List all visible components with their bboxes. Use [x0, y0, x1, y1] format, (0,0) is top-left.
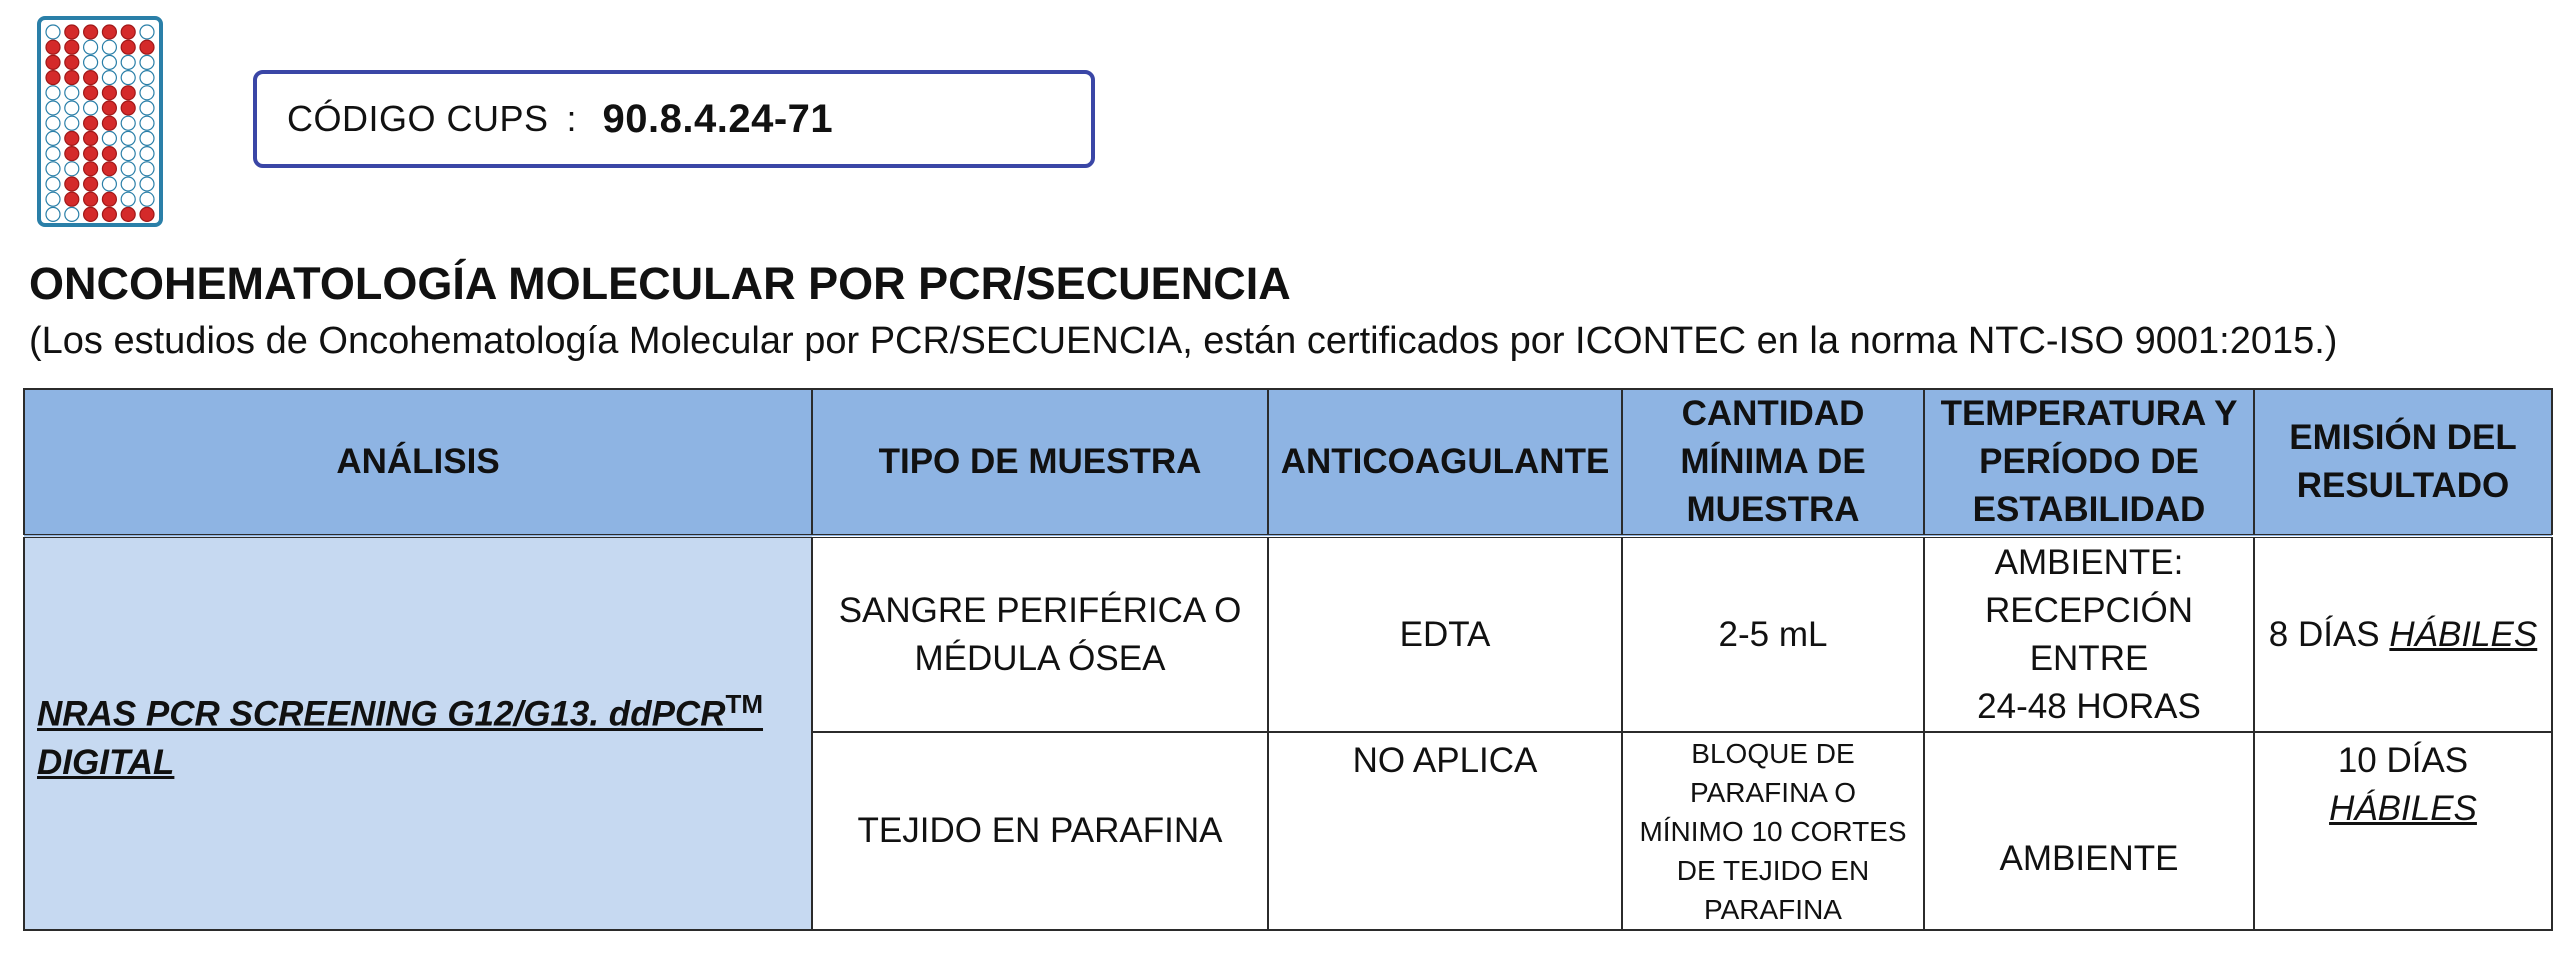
logo-dot: [84, 101, 98, 115]
logo-dot: [102, 131, 116, 145]
min-quantity-line1: BLOQUE DE: [1691, 737, 1855, 769]
sample-type-line2: MÉDULA ÓSEA: [914, 638, 1166, 678]
logo-dot: [121, 207, 135, 221]
logo-dot: [102, 55, 116, 69]
min-quantity-cell: 2-5 mL: [1622, 536, 1924, 732]
result-time-cell: [2254, 732, 2552, 930]
logo-dot: [102, 86, 116, 100]
logo-dot: [84, 55, 98, 69]
logo-dot: [46, 116, 60, 130]
logo-dot: [65, 55, 79, 69]
temperature-line1: AMBIENTE:: [1994, 542, 2184, 582]
min-quantity-cell: [1622, 732, 1924, 930]
header-cantidad-line1: CANTIDAD: [1681, 394, 1865, 433]
logo-dot: [121, 25, 135, 39]
logo-dot: [102, 192, 116, 206]
logo-dot: [140, 101, 154, 115]
logo-dot: [121, 55, 135, 69]
cups-code-box: [253, 70, 1095, 168]
logo-dot: [102, 177, 116, 191]
logo-dot: [121, 162, 135, 176]
min-quantity-line2: PARAFINA O: [1690, 776, 1856, 808]
logo-dot: [84, 86, 98, 100]
logo-dot: [65, 177, 79, 191]
logo-dot: [121, 116, 135, 130]
analysis-table: [23, 388, 2553, 931]
trademark-mark: TM: [725, 689, 764, 720]
logo-dot: [140, 162, 154, 176]
temperature-line3: 24-48 HORAS: [1977, 686, 2201, 726]
temperature-line2: RECEPCIÓN ENTRE: [1984, 590, 2194, 678]
temperature-cell: [1924, 536, 2254, 732]
logo-dot: [84, 162, 98, 176]
logo-dot: [84, 25, 98, 39]
header-temperatura: [1924, 389, 2254, 536]
logo-dot: [46, 71, 60, 85]
logo-dot: [121, 177, 135, 191]
sample-type-cell: [812, 536, 1268, 732]
logo-dot: [121, 86, 135, 100]
logo-dot: [102, 116, 116, 130]
logo-dot: [65, 71, 79, 85]
min-quantity-line5: PARAFINA: [1704, 893, 1842, 925]
logo-dot: [65, 131, 79, 145]
header-anticoagulante: ANTICOAGULANTE: [1268, 389, 1622, 536]
header-analisis: ANÁLISIS: [24, 389, 812, 536]
result-habiles: HÁBILES: [2389, 614, 2538, 654]
logo-dot: [65, 25, 79, 39]
lab-sample-tray-logo-icon: [36, 15, 164, 228]
logo-dot: [46, 101, 60, 115]
header-cantidad-line2: MÍNIMA DE: [1680, 442, 1866, 481]
logo-dot: [84, 40, 98, 54]
header-emision: [2254, 389, 2552, 536]
logo-dot: [102, 101, 116, 115]
logo-dot: [65, 162, 79, 176]
header-cantidad: [1622, 389, 1924, 536]
header-emision-line1: EMISIÓN DEL: [2289, 418, 2517, 457]
cups-label: CÓDIGO CUPS: [287, 98, 549, 139]
logo-dot: [140, 25, 154, 39]
logo-dot: [46, 147, 60, 161]
analysis-name-cell: [24, 536, 812, 930]
logo-dot: [65, 192, 79, 206]
logo-dot: [46, 162, 60, 176]
logo-dot: [65, 116, 79, 130]
logo-dot: [46, 55, 60, 69]
sample-type-line1: SANGRE PERIFÉRICA O: [838, 590, 1242, 630]
result-habiles: HÁBILES: [2329, 789, 2477, 828]
logo-dot: [46, 177, 60, 191]
logo-dot: [140, 192, 154, 206]
logo-dot: [65, 147, 79, 161]
table-header-row: [24, 389, 2552, 536]
result-days: 10 DÍAS: [2337, 741, 2469, 780]
logo-dot: [102, 162, 116, 176]
logo-dot: [84, 207, 98, 221]
header-temperatura-line3: ESTABILIDAD: [1972, 490, 2206, 529]
min-quantity-line4: DE TEJIDO EN: [1676, 854, 1870, 886]
logo-dot: [46, 86, 60, 100]
logo-dot: [121, 71, 135, 85]
logo-dot: [84, 192, 98, 206]
page-title: ONCOHEMATOLOGÍA MOLECULAR POR PCR/SECUENCIA: [29, 258, 1291, 309]
logo-dot: [140, 40, 154, 54]
logo-dot: [121, 101, 135, 115]
logo-dot: [65, 101, 79, 115]
logo-dot: [46, 192, 60, 206]
logo-dot: [140, 116, 154, 130]
logo-dot: [102, 71, 116, 85]
logo-dot: [102, 147, 116, 161]
logo-dot: [46, 131, 60, 145]
cups-code-value: 90.8.4.24-71: [602, 96, 834, 141]
logo-dot: [102, 207, 116, 221]
logo-dot: [102, 40, 116, 54]
analysis-name-line1: NRAS PCR SCREENING G12/G13. ddPCR: [37, 694, 726, 734]
header-tipo-muestra: TIPO DE MUESTRA: [812, 389, 1268, 536]
logo-dot: [46, 25, 60, 39]
logo-dot: [84, 177, 98, 191]
logo-dot: [84, 116, 98, 130]
logo-dot: [121, 40, 135, 54]
logo-dot: [46, 40, 60, 54]
logo-dot: [46, 207, 60, 221]
logo-dot: [121, 147, 135, 161]
min-quantity-line3: MÍNIMO 10 CORTES: [1639, 815, 1907, 847]
logo-dot: [102, 25, 116, 39]
logo-dot: [121, 131, 135, 145]
analysis-name-line2: DIGITAL: [37, 742, 175, 782]
logo-dot: [121, 192, 135, 206]
result-time-cell: [2254, 536, 2552, 732]
logo-dot: [140, 131, 154, 145]
header-temperatura-line2: PERÍODO DE: [1979, 442, 2199, 481]
anticoagulant-cell: EDTA: [1268, 536, 1622, 732]
cups-separator: :: [566, 98, 577, 139]
logo-dot: [140, 207, 154, 221]
header-emision-line2: RESULTADO: [2296, 466, 2510, 505]
temperature-cell: AMBIENTE: [1924, 732, 2254, 930]
anticoagulant-cell: NO APLICA: [1268, 732, 1622, 930]
logo-dot: [140, 86, 154, 100]
logo-dot: [65, 40, 79, 54]
result-days: 8 DÍAS: [2268, 614, 2390, 654]
sample-type-cell: TEJIDO EN PARAFINA: [812, 732, 1268, 930]
logo-dot: [84, 147, 98, 161]
logo-dot: [140, 147, 154, 161]
header-temperatura-line1: TEMPERATURA Y: [1940, 394, 2238, 433]
header-cantidad-line3: MUESTRA: [1686, 490, 1860, 529]
logo-dot: [65, 86, 79, 100]
logo-dot: [140, 55, 154, 69]
logo-dot: [84, 131, 98, 145]
logo-dot: [140, 71, 154, 85]
logo-dot: [84, 71, 98, 85]
table-row: [24, 536, 2552, 732]
logo-dot: [65, 207, 79, 221]
logo-dot: [140, 177, 154, 191]
page-subtitle: (Los estudios de Oncohematología Molecular por PCR/SECUENCIA, están certificados por ICONTEC en la norma NTC-ISO 9001:2015.): [29, 320, 2338, 362]
